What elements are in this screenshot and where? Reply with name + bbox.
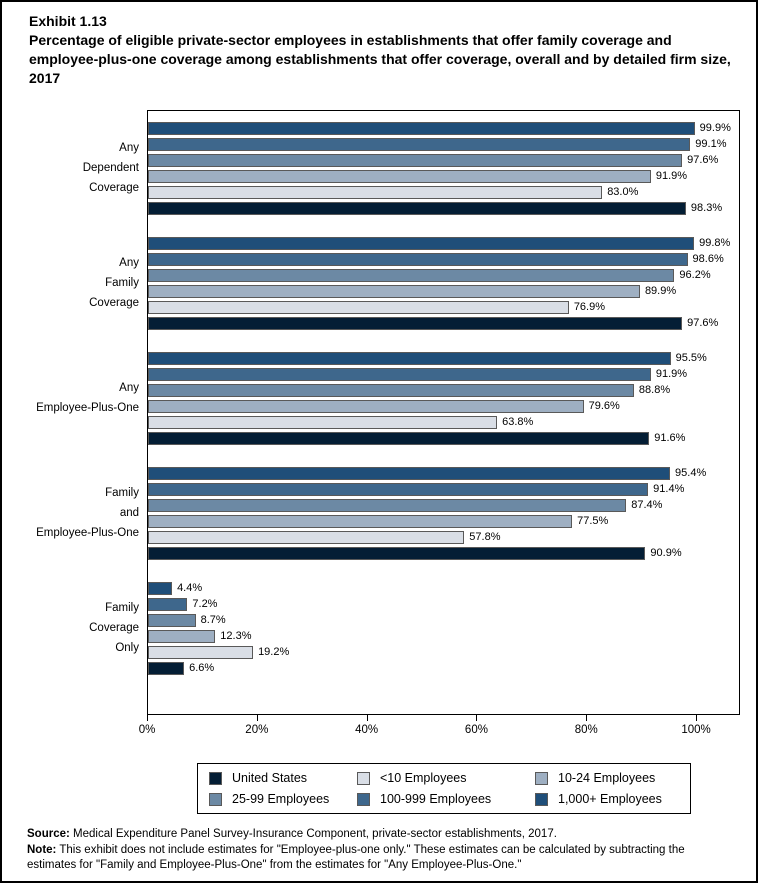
- bar-row: [148, 120, 739, 136]
- x-tick-mark: [367, 715, 368, 721]
- legend-swatch: [357, 793, 370, 806]
- bar-row: [148, 350, 739, 366]
- legend-swatch: [209, 793, 222, 806]
- bar: [148, 614, 196, 627]
- footnotes: [27, 827, 731, 874]
- note-label: Note:: [27, 843, 57, 856]
- bar-value-label: 97.6%: [687, 153, 719, 166]
- legend-label: 10-24 Employees: [558, 771, 656, 785]
- bar-row: [148, 628, 739, 644]
- bar: [148, 138, 690, 151]
- bar-row: [148, 398, 739, 414]
- bar-value-label: 97.6%: [687, 316, 719, 329]
- bar-row: [148, 283, 739, 299]
- bar-row: [148, 366, 739, 382]
- bar: [148, 237, 694, 250]
- x-tick-mark: [147, 715, 148, 721]
- source-text: Medical Expenditure Panel Survey-Insurance Component, private-sector establishments, 2017.: [69, 828, 557, 840]
- bar: [148, 400, 584, 413]
- category-label: Family Coverage Only: [89, 602, 139, 654]
- bar-row: [148, 612, 739, 628]
- bar-value-label: 76.9%: [573, 300, 606, 313]
- bar-value-label: 95.5%: [675, 351, 707, 364]
- x-tick-label: 0%: [138, 724, 156, 736]
- bar-value-label: 99.8%: [699, 236, 731, 249]
- legend-item: [535, 769, 679, 787]
- bar: [148, 202, 686, 215]
- bar: [148, 285, 640, 298]
- bar: [148, 352, 671, 365]
- bar-value-label: 8.7%: [200, 613, 226, 626]
- bar-value-label: 90.9%: [650, 546, 682, 559]
- x-tick-label: 20%: [245, 724, 269, 736]
- legend-label: 25-99 Employees: [232, 792, 330, 806]
- bar-value-label: 98.3%: [690, 201, 723, 214]
- bar-value-label: 4.4%: [177, 581, 203, 594]
- bar: [148, 662, 184, 675]
- bar-value-label: 83.0%: [607, 185, 639, 198]
- bar-value-label: 7.2%: [192, 597, 218, 610]
- bar-value-label: 98.6%: [692, 252, 724, 265]
- bar: [148, 122, 695, 135]
- x-tick-label: 40%: [355, 724, 379, 736]
- bar: [148, 269, 674, 282]
- exhibit-number: Exhibit 1.13: [29, 13, 107, 29]
- bar: [148, 483, 648, 496]
- bar: [148, 253, 688, 266]
- x-tick-mark: [476, 715, 477, 721]
- legend-item: [209, 790, 357, 808]
- bar: [148, 186, 602, 199]
- bar-value-label: 91.4%: [653, 482, 685, 495]
- legend-swatch: [209, 772, 222, 785]
- x-tick-mark: [257, 715, 258, 721]
- bar-group: [148, 580, 739, 676]
- bar-value-label: 91.9%: [655, 367, 688, 380]
- category-label: Any Employee-Plus-One: [36, 382, 139, 414]
- category-label: Any Family Coverage: [89, 257, 139, 309]
- bar-row: [148, 168, 739, 184]
- bar-row: [148, 235, 739, 251]
- bar: [148, 582, 172, 595]
- source-note: [27, 827, 731, 843]
- category-label: Family and Employee-Plus-One: [36, 487, 139, 539]
- legend-swatch: [357, 772, 370, 785]
- legend-item: [357, 769, 535, 787]
- bar-row: [148, 382, 739, 398]
- bar: [148, 301, 569, 314]
- bar: [148, 467, 670, 480]
- title-block: [29, 12, 734, 88]
- bar: [148, 598, 187, 611]
- legend-item: [209, 769, 357, 787]
- bar-value-label: 77.5%: [577, 514, 609, 527]
- x-tick-mark: [586, 715, 587, 721]
- bar-row: [148, 660, 739, 676]
- x-tick-label: 60%: [464, 724, 488, 736]
- bar-row: [148, 430, 739, 446]
- x-axis: [138, 715, 740, 749]
- bar: [148, 646, 253, 659]
- bar-group: [148, 350, 739, 446]
- note: [27, 843, 731, 874]
- legend-swatch: [535, 793, 548, 806]
- bar-value-label: 88.8%: [638, 383, 671, 396]
- bar-row: [148, 545, 739, 561]
- bar: [148, 317, 682, 330]
- bar-value-label: 96.2%: [679, 268, 711, 281]
- bar-value-label: 89.9%: [644, 284, 677, 297]
- bar: [148, 368, 651, 381]
- legend-item: [357, 790, 535, 808]
- bar-row: [148, 513, 739, 529]
- bar-group: [148, 235, 739, 331]
- bar-value-label: 95.4%: [675, 466, 707, 479]
- legend: [197, 763, 691, 814]
- source-label: Source:: [27, 828, 70, 840]
- bar-row: [148, 136, 739, 152]
- bar: [148, 531, 464, 544]
- bar-value-label: 19.2%: [258, 645, 290, 658]
- legend-label: 100-999 Employees: [380, 792, 492, 806]
- bar: [148, 170, 651, 183]
- plot-area: [147, 110, 740, 715]
- bar: [148, 547, 645, 560]
- bar-row: [148, 315, 739, 331]
- bar-group: [148, 120, 739, 216]
- bar-row: [148, 251, 739, 267]
- bar-value-label: 91.9%: [655, 169, 688, 182]
- bar-row: [148, 414, 739, 430]
- bar-chart: [2, 110, 756, 749]
- bar: [148, 499, 626, 512]
- legend-label: United States: [232, 771, 308, 785]
- bar-value-label: 12.3%: [220, 629, 252, 642]
- bar-value-label: 87.4%: [631, 498, 663, 511]
- bar-group: [148, 465, 739, 561]
- category-label: Any Dependent Coverage: [82, 142, 139, 194]
- bar-value-label: 79.6%: [588, 399, 620, 412]
- bar-row: [148, 497, 739, 513]
- bar-row: [148, 580, 739, 596]
- bar-value-label: 99.9%: [699, 121, 731, 134]
- legend-item: [535, 790, 679, 808]
- bar-row: [148, 267, 739, 283]
- bar-value-label: 91.6%: [654, 431, 686, 444]
- bar-row: [148, 596, 739, 612]
- bar-row: [148, 152, 739, 168]
- bar-row: [148, 184, 739, 200]
- bar-row: [148, 200, 739, 216]
- x-tick-label: 80%: [574, 724, 598, 736]
- bar-value-label: 57.8%: [469, 530, 501, 543]
- x-tick-label: 100%: [681, 724, 711, 736]
- bar: [148, 384, 634, 397]
- bar: [148, 630, 215, 643]
- bar-value-label: 6.6%: [189, 661, 215, 674]
- bar: [148, 416, 497, 429]
- note-text: This exhibit does not include estimates for "Employee-plus-one only." These estimates can be calculated by subtracting the estimates for "Family and Employee-Plus-One" from the estimates for "Any Employee-Plus-One.": [27, 843, 685, 871]
- x-tick-mark: [696, 715, 697, 721]
- bar: [148, 154, 682, 167]
- bar-value-label: 99.1%: [695, 137, 727, 150]
- bar-row: [148, 299, 739, 315]
- legend-label: 1,000+ Employees: [558, 792, 662, 806]
- legend-swatch: [535, 772, 548, 785]
- bar-row: [148, 644, 739, 660]
- legend-label: <10 Employees: [380, 771, 467, 785]
- bar-row: [148, 529, 739, 545]
- bar: [148, 432, 649, 445]
- bar-row: [148, 465, 739, 481]
- bar-value-label: 63.8%: [502, 415, 534, 428]
- bar-row: [148, 481, 739, 497]
- bar: [148, 515, 572, 528]
- chart-title: Percentage of eligible private-sector employees in establishments that offer family coverage and employee-plus-one coverage among establishments that offer coverage, overall and by detailed firm size, 2017: [29, 32, 731, 86]
